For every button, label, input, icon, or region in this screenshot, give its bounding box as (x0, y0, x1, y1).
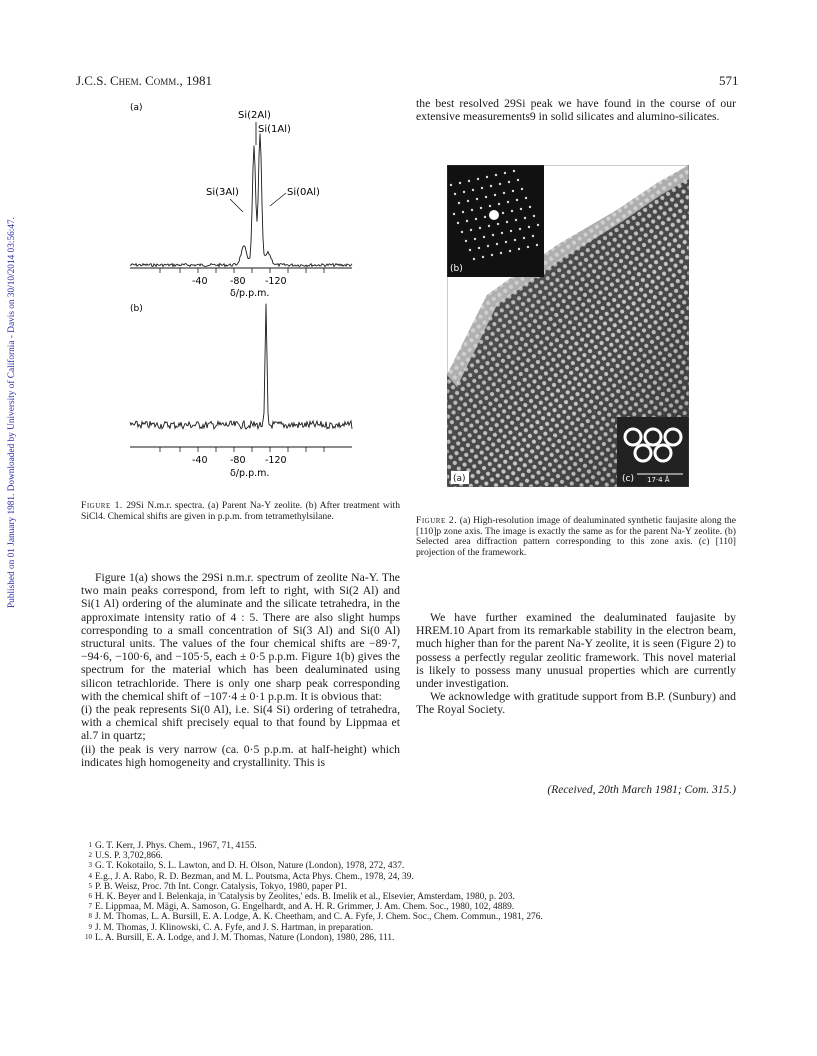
diffraction-spot (468, 180, 470, 182)
diffraction-spot (470, 229, 472, 231)
diffraction-spot (508, 181, 510, 183)
diffraction-spot (492, 234, 494, 236)
tick-label-a-1: -40 (192, 276, 208, 287)
diffraction-spot (506, 221, 508, 223)
right-column-body (416, 611, 736, 717)
diffraction-spot (486, 176, 488, 178)
diffraction-spot (517, 179, 519, 181)
diffraction-spot (472, 189, 474, 191)
diffraction-spot (510, 230, 512, 232)
diffraction-spot (507, 201, 509, 203)
diffraction-spot (536, 244, 538, 246)
diffraction-spot (478, 247, 480, 249)
diffraction-spot (512, 190, 514, 192)
reference-item: 2 U.S. P. 3,702,866. (88, 851, 163, 862)
running-header-journal: J.C.S. Chem. Comm., 1981 (76, 73, 213, 88)
diffraction-inset (447, 165, 544, 277)
right-column-top-text: the best resolved 29Si peak we have found in the course of our extensive measurements9 in solid silicates and alumino-silicates. (416, 97, 736, 124)
tick-label-b-1: -40 (192, 455, 208, 466)
reference-list (80, 841, 760, 943)
tick-label-b-3: -120 (265, 455, 287, 466)
diffraction-spot (501, 232, 503, 234)
figure-1-caption-label: Figure 1. (81, 500, 123, 511)
diffraction-spot (499, 183, 501, 185)
panel-a-image-label: (a) (453, 474, 466, 484)
diffraction-spot (529, 206, 531, 208)
diffraction-spot (509, 250, 511, 252)
page-number: 571 (719, 73, 739, 88)
diffraction-spot (511, 210, 513, 212)
si3al-label: Si(3Al) (206, 187, 239, 198)
diffraction-spot (514, 239, 516, 241)
figure-2-hrem-image (447, 165, 689, 487)
axis-label-a: δ/p.p.m. (230, 288, 270, 299)
scale-bar-label: 17·4 Å (647, 476, 670, 484)
diffraction-spot (494, 194, 496, 196)
diffraction-spot (516, 199, 518, 201)
right-paragraph-1: We have further examined the dealuminated faujasite by HREM.10 Apart from its remarkable stability in the electron beam, much higher than for the parent Na-Y zeolite, it is seen (Figure 2) to possess a perfectly regular zeolitic framework. This novel material is likely to possess many unusual properties which are currently under investigation. (416, 611, 736, 691)
diffraction-spot (528, 226, 530, 228)
si2al-label: Si(2Al) (238, 110, 271, 121)
axis-label-b: δ/p.p.m. (230, 468, 270, 479)
tick-label-a-3: -120 (265, 276, 287, 287)
received-date: (Received, 20th March 1981; Com. 315.) (547, 784, 736, 796)
diffraction-spot (483, 236, 485, 238)
figure-2-caption-label: Figure 2. (416, 515, 458, 526)
diffraction-spot (489, 205, 491, 207)
diffraction-spot (481, 187, 483, 189)
diffraction-spot (471, 209, 473, 211)
reference-item: 6 H. K. Beyer and I. Belenkaja, in 'Catalysis by Zeolites,' eds. B. Imelik et al., Elsevier, Amsterdam, 1980, p. 203. (88, 892, 515, 903)
spectrum-b-trace (130, 304, 352, 429)
diffraction-spot (532, 235, 534, 237)
spectrum-a-trace (130, 134, 352, 267)
diffraction-spot (458, 202, 460, 204)
diffraction-spot (487, 245, 489, 247)
diffraction-spot (484, 216, 486, 218)
reference-item: 1 G. T. Kerr, J. Phys. Chem., 1967, 71, 4155. (88, 841, 257, 851)
diffraction-spot (490, 185, 492, 187)
figure-2-caption-text: (a) High-resolution image of dealuminated synthetic faujasite along the [110]p zone axis. The image is exactly the same as for the parent Na-Y zeolite. (b) Selected area diffraction pattern corresponding to this zone axis. (c) [110] projection of the framework. (416, 515, 736, 558)
diffraction-spot (480, 207, 482, 209)
diffraction-spot (533, 215, 535, 217)
left-paragraph-2: (i) the peak represents Si(0 Al), i.e. Si(4 Si) ordering of tetrahedra, with a chemical shift precisely equal to that found by Lippmaa et al.7 in quartz; (81, 703, 400, 743)
diffraction-spot (491, 254, 493, 256)
diffraction-spot (527, 246, 529, 248)
diffraction-spot (505, 241, 507, 243)
reference-item: 8 J. M. Thomas, L. A. Bursill, E. A. Lodge, A. K. Cheetham, and C. A. Fyfe, J. Chem. Soc., Chem. Commun., 1981, 276. (88, 912, 543, 923)
diffraction-spot (461, 231, 463, 233)
diffraction-spot (500, 252, 502, 254)
panel-b-inset-label: (b) (450, 264, 463, 274)
reference-item: 3 G. T. Kokotailo, S. L. Lawton, and D. H. Olson, Nature (London), 1978, 272, 437. (88, 861, 405, 872)
diffraction-spot (450, 184, 452, 186)
diffraction-spot (515, 219, 517, 221)
reference-item: 4 E.g., J. A. Rabo, R. D. Bezman, and M. L. Poutsma, Acta Phys. Chem., 1978, 24, 39. (88, 871, 414, 882)
diffraction-spot (463, 191, 465, 193)
diffraction-spot (474, 238, 476, 240)
diffraction-spot (503, 192, 505, 194)
reference-item: 10 L. A. Bursill, E. A. Lodge, and J. M. Thomas, Nature (London), 1980, 286, 111. (85, 932, 395, 943)
diffraction-spot (485, 196, 487, 198)
diffraction-spot (488, 225, 490, 227)
diffraction-spot (475, 218, 477, 220)
diffraction-spot (477, 178, 479, 180)
reference-item: 7 E. Lippmaa, M. Mägi, A. Samoson, G. Engelhardt, and A. H. R. Grimmer, J. Am. Chem. Soc., 1980, 102, 4889. (88, 902, 515, 913)
diffraction-spot (498, 203, 500, 205)
figure-2-caption (416, 516, 736, 558)
diffraction-spot (462, 211, 464, 213)
diffraction-spot (513, 170, 515, 172)
reference-item: 9 J. M. Thomas, J. Klinowski, C. A. Fyfe, and J. S. Hartman, in preparation. (88, 922, 374, 933)
diffraction-spot (453, 213, 455, 215)
figure-1-caption (81, 501, 400, 522)
diffraction-spot (523, 237, 525, 239)
si0al-label: Si(0Al) (287, 187, 320, 198)
panel-b-label: (b) (130, 304, 143, 314)
figure-1-nmr-spectra (120, 95, 360, 485)
diffraction-spot (476, 198, 478, 200)
download-watermark: Published on 01 January 1981. Downloaded by University of California - Davis on 30/10/2014 03:56:47. (7, 217, 17, 608)
diffraction-spot (465, 240, 467, 242)
left-paragraph-3: (ii) the peak is very narrow (ca. 0·5 p.p.m. at half-height) which indicates high homogeneity and crystallinity. This is (81, 742, 400, 769)
diffraction-spot (454, 193, 456, 195)
diffraction-spot (466, 220, 468, 222)
diffraction-spot (457, 222, 459, 224)
panel-a-label: (a) (130, 103, 143, 113)
diffraction-spot (467, 200, 469, 202)
diffraction-spot (482, 256, 484, 258)
diffraction-spot (495, 174, 497, 176)
left-column-body (81, 571, 400, 769)
diffraction-spot (473, 258, 475, 260)
left-paragraph-1: Figure 1(a) shows the 29Si n.m.r. spectrum of zeolite Na-Y. The two main peaks correspond, from left to right, with Si(2 Al) and Si(1 Al) ordering of the aluminate and the silicate tetrahedra, in the approximate intensity ratio of 4 : 5. There are also slight humps corresponding to a small concentration of Si(3 Al) and Si(0 Al) structural units. The values of the four chemical shifts are −89·7, −94·6, −100·6, and −105·5, each ± 0·5 p.p.m. Figure 1(b) gives the spectrum for the material which has been dealuminated using silicon tetrachloride. There is only one sharp peak corresponding with the chemical shift of −107·4 ± 0·1 p.p.m. It is obvious that: (81, 571, 400, 703)
reference-item: 5 P. B. Weisz, Proc. 7th Int. Congr. Catalysis, Tokyo, 1980, paper P1. (88, 881, 348, 892)
diffraction-spot (525, 197, 527, 199)
tick-label-a-2: -80 (230, 276, 246, 287)
tick-label-b-2: -80 (230, 455, 246, 466)
diffraction-spot (497, 223, 499, 225)
diffraction-spot (519, 228, 521, 230)
diffraction-spot (469, 249, 471, 251)
diffraction-spot (537, 224, 539, 226)
si1al-label: Si(1Al) (258, 124, 291, 135)
diffraction-spot (521, 188, 523, 190)
diffraction-central-spot (489, 210, 499, 220)
diffraction-spot (520, 208, 522, 210)
diffraction-spot (479, 227, 481, 229)
diffraction-spot (496, 243, 498, 245)
diffraction-spot (459, 182, 461, 184)
diffraction-spot (504, 172, 506, 174)
right-paragraph-2: We acknowledge with gratitude support from B.P. (Sunbury) and The Royal Society. (416, 690, 736, 717)
figure-1-caption-text: 29Si N.m.r. spectra. (a) Parent Na-Y zeolite. (b) After treatment with SiCl4. Chemical shifts are given in p.p.m. from tetramethylsilane. (81, 500, 400, 522)
diffraction-spot (524, 217, 526, 219)
diffraction-spot (502, 212, 504, 214)
panel-c-label: (c) (622, 474, 634, 484)
diffraction-spot (518, 248, 520, 250)
